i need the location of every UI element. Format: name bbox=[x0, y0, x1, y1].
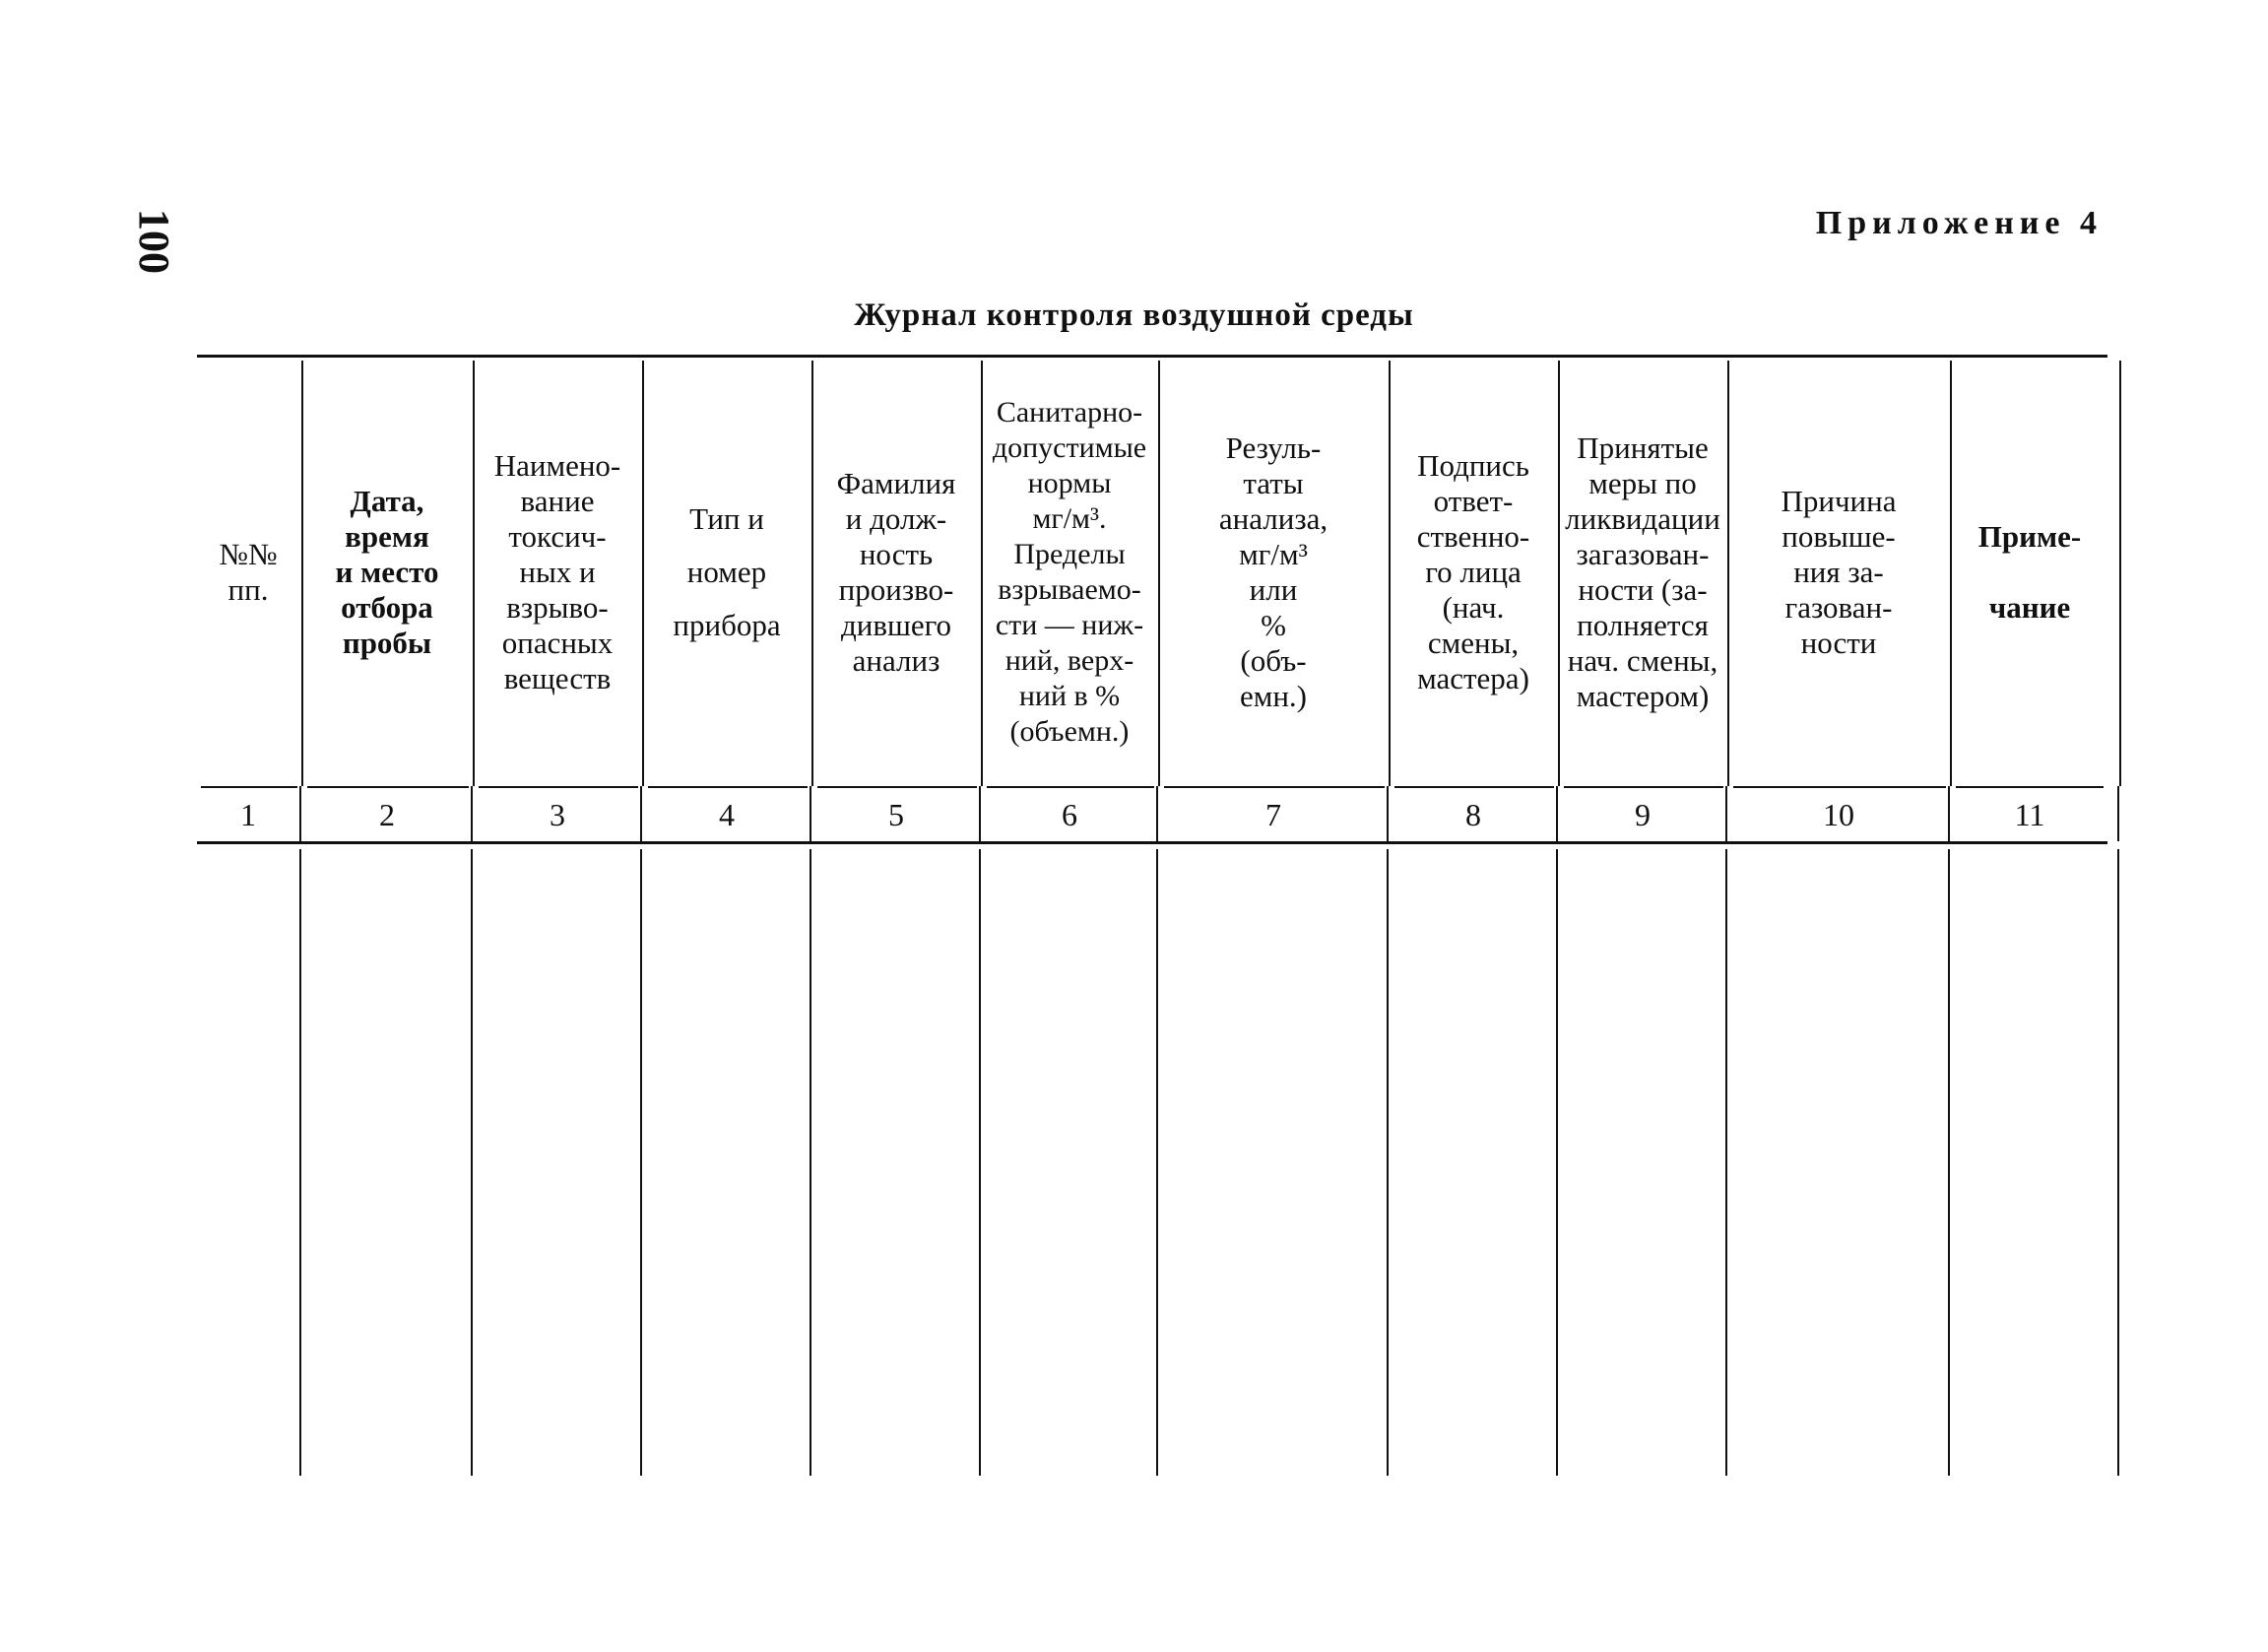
appendix-label: Приложение 4 bbox=[1815, 205, 2103, 241]
table-header-bottom-rule bbox=[197, 841, 2107, 844]
header-sub-rule bbox=[987, 786, 1154, 788]
body-column-divider bbox=[1725, 849, 1727, 1476]
body-column-divider bbox=[1556, 849, 1558, 1476]
header-col-3: Наимено- вание токсич- ных и взрыво- опасных веществ bbox=[493, 448, 621, 695]
header-col-1: №№ пп. bbox=[219, 537, 278, 607]
body-column-divider bbox=[2117, 849, 2119, 1476]
column-divider bbox=[2117, 786, 2119, 841]
header-col-6: Санитарно- допустимые нормы мг/м³. Пределы взрываемо- сти — ниж- ний, верх- ний в % (объемн.) bbox=[992, 396, 1147, 748]
header-sub-rule bbox=[1956, 786, 2104, 788]
header-col-7: Резуль- таты анализа, мг/м³ или % (объ- емн.) bbox=[1218, 430, 1328, 713]
header-sub-rule bbox=[817, 786, 977, 788]
body-column-divider bbox=[1156, 849, 1158, 1476]
column-number-9: 9 bbox=[1635, 796, 1651, 832]
header-col-5: Фамилия и долж- ность произво- дившего анализ bbox=[836, 466, 956, 678]
header-sub-rule bbox=[479, 786, 638, 788]
column-divider bbox=[1387, 786, 1389, 841]
column-divider bbox=[2119, 361, 2121, 786]
column-number-7: 7 bbox=[1265, 796, 1281, 832]
column-divider bbox=[810, 786, 811, 841]
column-number-10: 10 bbox=[1823, 796, 1854, 832]
column-divider bbox=[1556, 786, 1558, 841]
header-sub-rule bbox=[1733, 786, 1946, 788]
header-sub-rule bbox=[1564, 786, 1723, 788]
header-sub-rule bbox=[1394, 786, 1554, 788]
header-col-4: Тип и номер прибора bbox=[673, 501, 781, 642]
header-sub-rule bbox=[307, 786, 469, 788]
column-number-2: 2 bbox=[379, 796, 395, 832]
body-column-divider bbox=[299, 849, 301, 1476]
column-divider bbox=[471, 786, 473, 841]
column-divider bbox=[1156, 786, 1158, 841]
body-column-divider bbox=[810, 849, 811, 1476]
header-col-11: Приме- чание bbox=[1977, 519, 2082, 625]
column-number-4: 4 bbox=[719, 796, 735, 832]
header-col-9: Принятые меры по ликвидации загазован- ности (за- полняется нач. смены, мастером) bbox=[1565, 430, 1720, 713]
column-number-3: 3 bbox=[550, 796, 565, 832]
column-number-8: 8 bbox=[1465, 796, 1481, 832]
column-divider bbox=[299, 786, 301, 841]
body-column-divider bbox=[1387, 849, 1389, 1476]
column-divider bbox=[1948, 786, 1950, 841]
body-column-divider bbox=[1948, 849, 1950, 1476]
header-sub-rule bbox=[1164, 786, 1385, 788]
table-top-rule bbox=[197, 355, 2107, 358]
header-col-2: Дата, время и место отбора пробы bbox=[335, 484, 439, 660]
column-divider bbox=[1725, 786, 1727, 841]
header-col-8: Подпись ответ- ственно- го лица (нач. смены, мастера) bbox=[1416, 448, 1530, 695]
air-control-journal-table bbox=[197, 355, 2107, 1478]
header-sub-rule bbox=[201, 786, 297, 788]
column-number-6: 6 bbox=[1062, 796, 1077, 832]
column-number-1: 1 bbox=[240, 796, 256, 832]
column-divider bbox=[640, 786, 642, 841]
column-number-5: 5 bbox=[888, 796, 904, 832]
journal-title: Журнал контроля воздушной среды bbox=[854, 297, 1414, 333]
header-col-10: Причина повыше- ния за- газован- ности bbox=[1781, 484, 1897, 660]
header-sub-rule bbox=[648, 786, 808, 788]
body-column-divider bbox=[979, 849, 981, 1476]
column-number-11: 11 bbox=[2014, 796, 2045, 832]
column-divider bbox=[979, 786, 981, 841]
body-column-divider bbox=[640, 849, 642, 1476]
body-column-divider bbox=[471, 849, 473, 1476]
page-number: 100 bbox=[130, 209, 178, 274]
